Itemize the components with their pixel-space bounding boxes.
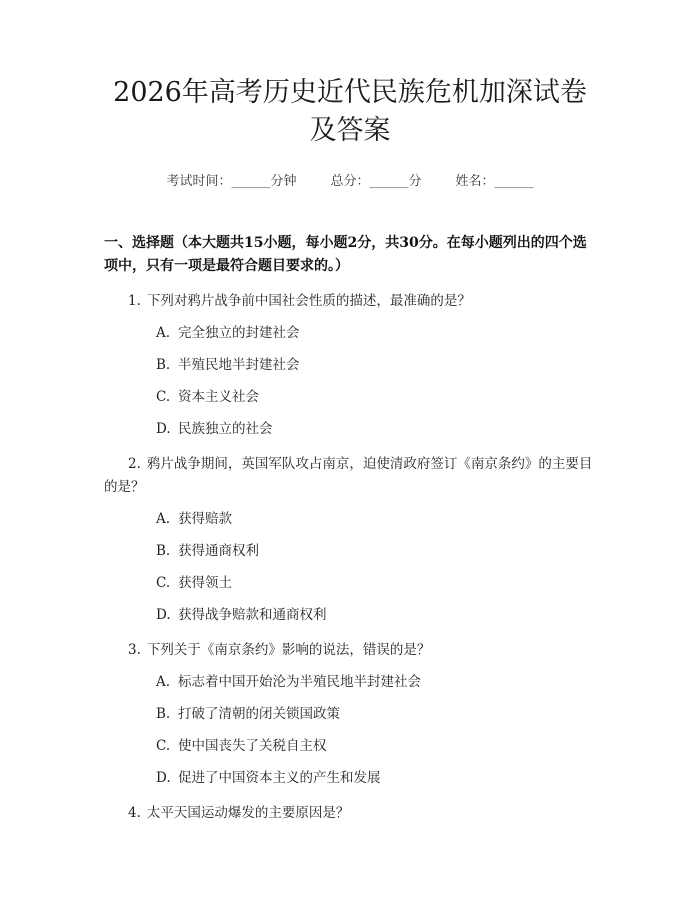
option-item xyxy=(104,386,596,409)
student-name-field: 姓名：______ xyxy=(455,174,534,189)
question-stem xyxy=(104,453,596,499)
option-text: 标志着中国开始沦为半殖民地半封建社会 xyxy=(178,674,421,690)
question-number: 1. xyxy=(128,293,141,309)
question-number: 3. xyxy=(128,642,141,658)
option-text: 使中国丧失了关税自主权 xyxy=(178,738,327,754)
option-text: 完全独立的封建社会 xyxy=(178,325,300,341)
option-text: 资本主义社会 xyxy=(178,389,259,405)
section-heading: 一、选择题（本大题共15小题，每小题2分，共30分。在每小题列出的四个选项中，只有一项是最符合题目要求的。） xyxy=(104,235,587,274)
option-key: C. xyxy=(156,575,171,591)
option-key: D. xyxy=(156,770,171,786)
option-key: C. xyxy=(156,738,171,754)
question-stem xyxy=(104,639,596,662)
option-text: 打破了清朝的闭关锁国政策 xyxy=(178,706,340,722)
option-item xyxy=(104,572,596,595)
option-item xyxy=(104,671,596,694)
question-3 xyxy=(104,639,596,790)
question-text: 太平天国运动爆发的主要原因是？ xyxy=(146,805,350,821)
option-key: A. xyxy=(156,511,171,527)
page-title: 2026年高考历史近代民族危机加深试卷及答案 xyxy=(113,77,587,146)
option-text: 促进了中国资本主义的产生和发展 xyxy=(178,770,381,786)
option-text: 获得领土 xyxy=(178,575,232,591)
option-item xyxy=(104,703,596,726)
option-key: C. xyxy=(156,389,171,405)
question-text: 下列对鸦片战争前中国社会性质的描述，最准确的是？ xyxy=(146,293,471,309)
option-text: 获得战争赔款和通商权利 xyxy=(178,607,327,623)
exam-time-field: 考试时间：______分钟 xyxy=(166,174,297,189)
option-key: B. xyxy=(156,706,171,722)
option-list xyxy=(104,322,596,441)
question-2 xyxy=(104,453,596,627)
question-number: 4. xyxy=(128,805,141,821)
option-item xyxy=(104,508,596,531)
option-item xyxy=(104,735,596,758)
question-stem xyxy=(104,290,596,313)
question-4 xyxy=(104,802,596,825)
option-text: 半殖民地半封建社会 xyxy=(178,357,300,373)
option-text: 民族独立的社会 xyxy=(178,421,273,437)
option-list xyxy=(104,508,596,627)
option-item xyxy=(104,354,596,377)
option-key: A. xyxy=(156,674,171,690)
option-list xyxy=(104,671,596,790)
option-item xyxy=(104,418,596,441)
option-text: 获得通商权利 xyxy=(178,543,259,559)
exam-meta xyxy=(104,170,596,189)
option-key: B. xyxy=(156,543,171,559)
option-text: 获得赔款 xyxy=(178,511,232,527)
option-key: D. xyxy=(156,607,171,623)
question-number: 2. xyxy=(128,456,141,472)
option-key: B. xyxy=(156,357,171,373)
total-score-field: 总分：______分 xyxy=(330,174,422,189)
option-item xyxy=(104,322,596,345)
option-item xyxy=(104,604,596,627)
option-key: A. xyxy=(156,325,171,341)
option-item xyxy=(104,540,596,563)
question-stem xyxy=(104,802,596,825)
question-1 xyxy=(104,290,596,441)
option-key: D. xyxy=(156,421,171,437)
question-text: 下列关于《南京条约》影响的说法，错误的是？ xyxy=(146,642,431,658)
option-item xyxy=(104,767,596,790)
question-text: 鸦片战争期间，英国军队攻占南京，迫使清政府签订《南京条约》的主要目的是？ xyxy=(104,456,593,495)
